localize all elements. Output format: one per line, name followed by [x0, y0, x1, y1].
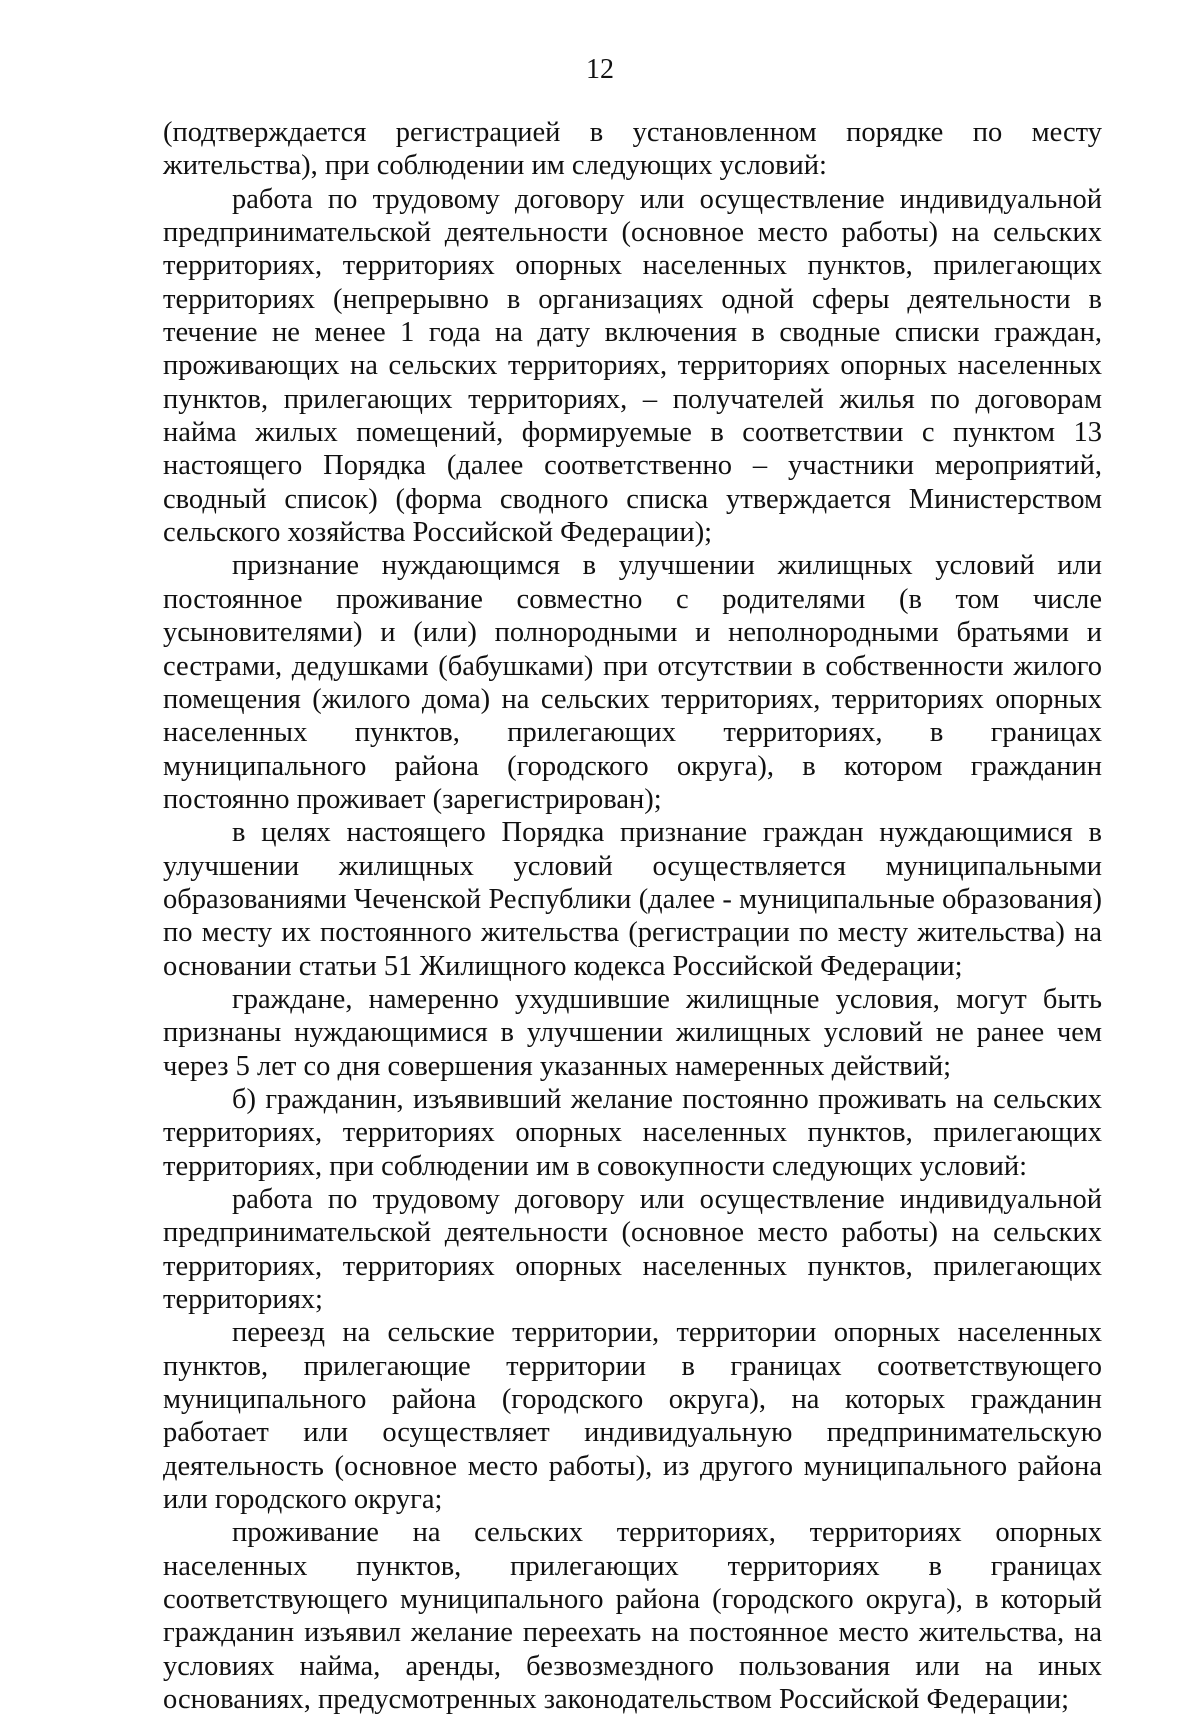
- paragraph-2: работа по трудовому договору или осуществление индивидуальной предпринимательской деятельности (основное место работы) на сельских территориях, территориях опорных населенных пунктов, прилегающих территориях (непрерывно в организациях одной сферы деятельности в течение не менее 1 года на дату включения в сводные списки граждан, проживающих на сельских территориях, территориях опорных населенных пунктов, прилегающих территориях, – получателей жилья по договорам найма жилых помещений, формируемые в соответствии с пунктом 13 настоящего Порядка (далее соответственно – участники мероприятий, сводный список) (форма сводного списка утверждается Министерством сельского хозяйства Российской Федерации);: [163, 183, 1102, 549]
- paragraph-9: проживание на сельских территориях, территориях опорных населенных пунктов, прилегающих территориях в границах соответствующего муниципального района (городского округа), в который гражданин изъявил желание переехать на постоянное место жительства, на условиях найма, аренды, безвозмездного пользования или на иных основаниях, предусмотренных законодательством Российской Федерации;: [163, 1517, 1102, 1716]
- paragraph-5: граждане, намеренно ухудшившие жилищные условия, могут быть признаны нуждающимися в улучшении жилищных условий не ранее чем через 5 лет со дня совершения указанных намеренных действий;: [163, 983, 1102, 1082]
- paragraph-7: работа по трудовому договору или осуществление индивидуальной предпринимательской деятельности (основное место работы) на сельских территориях, территориях опорных населенных пунктов, прилегающих территориях;: [163, 1184, 1102, 1316]
- page-number: 12: [586, 54, 614, 85]
- document-body: [163, 116, 1102, 1717]
- paragraph-8: переезд на сельские территории, территории опорных населенных пунктов, прилегающие территории в границах соответствующего муниципального района (городского округа), на которых гражданин работает или осуществляет индивидуальную предпринимательскую деятельность (основное место работы), из другого муниципального района или городского округа;: [163, 1317, 1102, 1516]
- paragraph-3: признание нуждающимся в улучшении жилищных условий или постоянное проживание совместно с родителями (в том числе усыновителями) и (или) полнородными и неполнородными братьями и сестрами, дедушками (бабушками) при отсутствии в собственности жилого помещения (жилого дома) на сельских территориях, территориях опорных населенных пунктов, прилегающих территориях, в границах муниципального района (городского округа), в котором гражданин постоянно проживает (зарегистрирован);: [163, 550, 1102, 815]
- paragraph-6: б) гражданин, изъявивший желание постоянно проживать на сельских территориях, территориях опорных населенных пунктов, прилегающих территориях, при соблюдении им в совокупности следующих условий:: [163, 1083, 1102, 1182]
- paragraph-4: в целях настоящего Порядка признание граждан нуждающимися в улучшении жилищных условий осуществляется муниципальными образованиями Чеченской Республики (далее - муниципальные образования) по месту их постоянного жительства (регистрации по месту жительства) на основании статьи 51 Жилищного кодекса Российской Федерации;: [163, 817, 1102, 982]
- paragraph-1: (подтверждается регистрацией в установленном порядке по месту жительства), при соблюдении им следующих условий:: [163, 117, 1102, 182]
